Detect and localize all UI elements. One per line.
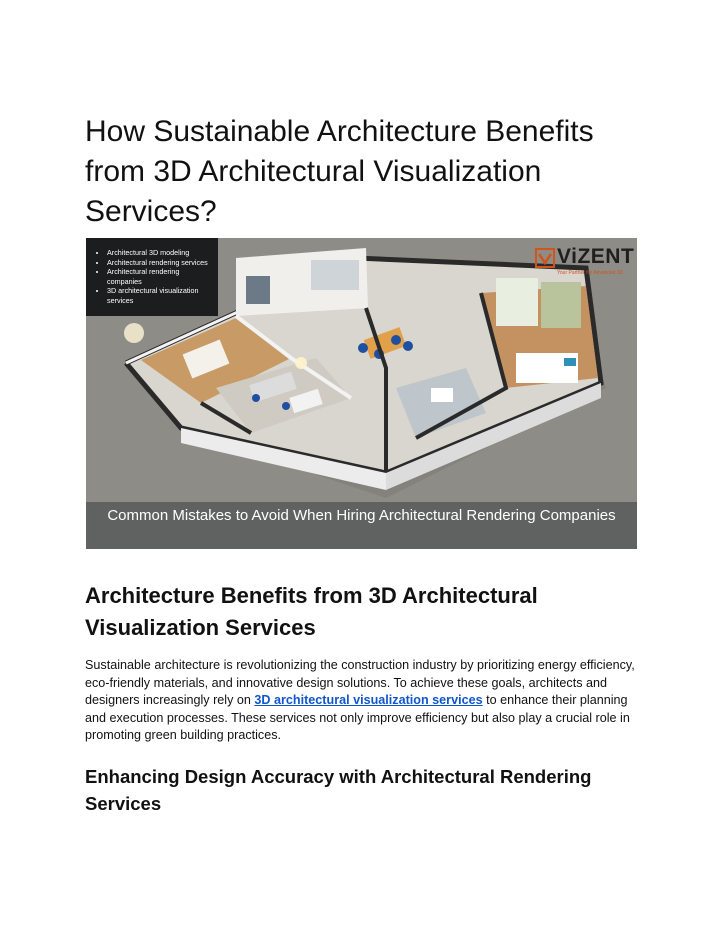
image-caption: Common Mistakes to Avoid When Hiring Architectural Rendering Companies xyxy=(86,502,637,549)
feature-list-panel xyxy=(86,238,218,316)
paragraph-text-start: Sustainable architecture is revolutionizing the construction industry by prioritizing energy efficiency, eco-friendly materials, and innovative design solutions. To achieve these goals, architects and designers increasingly rely on xyxy=(85,658,635,708)
section-heading: Architecture Benefits from 3D Architectural Visualization Services xyxy=(85,583,538,640)
feature-item: • Architectural rendering services xyxy=(107,258,212,268)
visualization-services-link[interactable]: 3D architectural visualization services xyxy=(254,693,483,708)
logo-wordmark: ViZENT xyxy=(557,245,635,268)
feature-list xyxy=(98,248,212,306)
feature-item: • 3D architectural visualization services xyxy=(107,286,212,305)
hero-image xyxy=(86,238,637,549)
logo-mark-icon xyxy=(535,248,555,268)
subsection-heading: Enhancing Design Accuracy with Architectural Rendering Services xyxy=(85,766,592,814)
brand-logo xyxy=(535,245,635,280)
logo-tagline: Your Partner for Advanced 3D xyxy=(557,270,624,276)
body-paragraph xyxy=(85,657,645,745)
feature-item: • Architectural rendering companies xyxy=(107,267,212,286)
feature-item: • Architectural 3D modeling xyxy=(107,248,212,258)
paragraph-text-end: to enhance their planning and execution processes. These services not only improve efficiency but also play a crucial role in promoting green building practices. xyxy=(85,693,630,743)
page-title: How Sustainable Architecture Benefits from 3D Architectural Visualization Services? xyxy=(85,115,594,228)
